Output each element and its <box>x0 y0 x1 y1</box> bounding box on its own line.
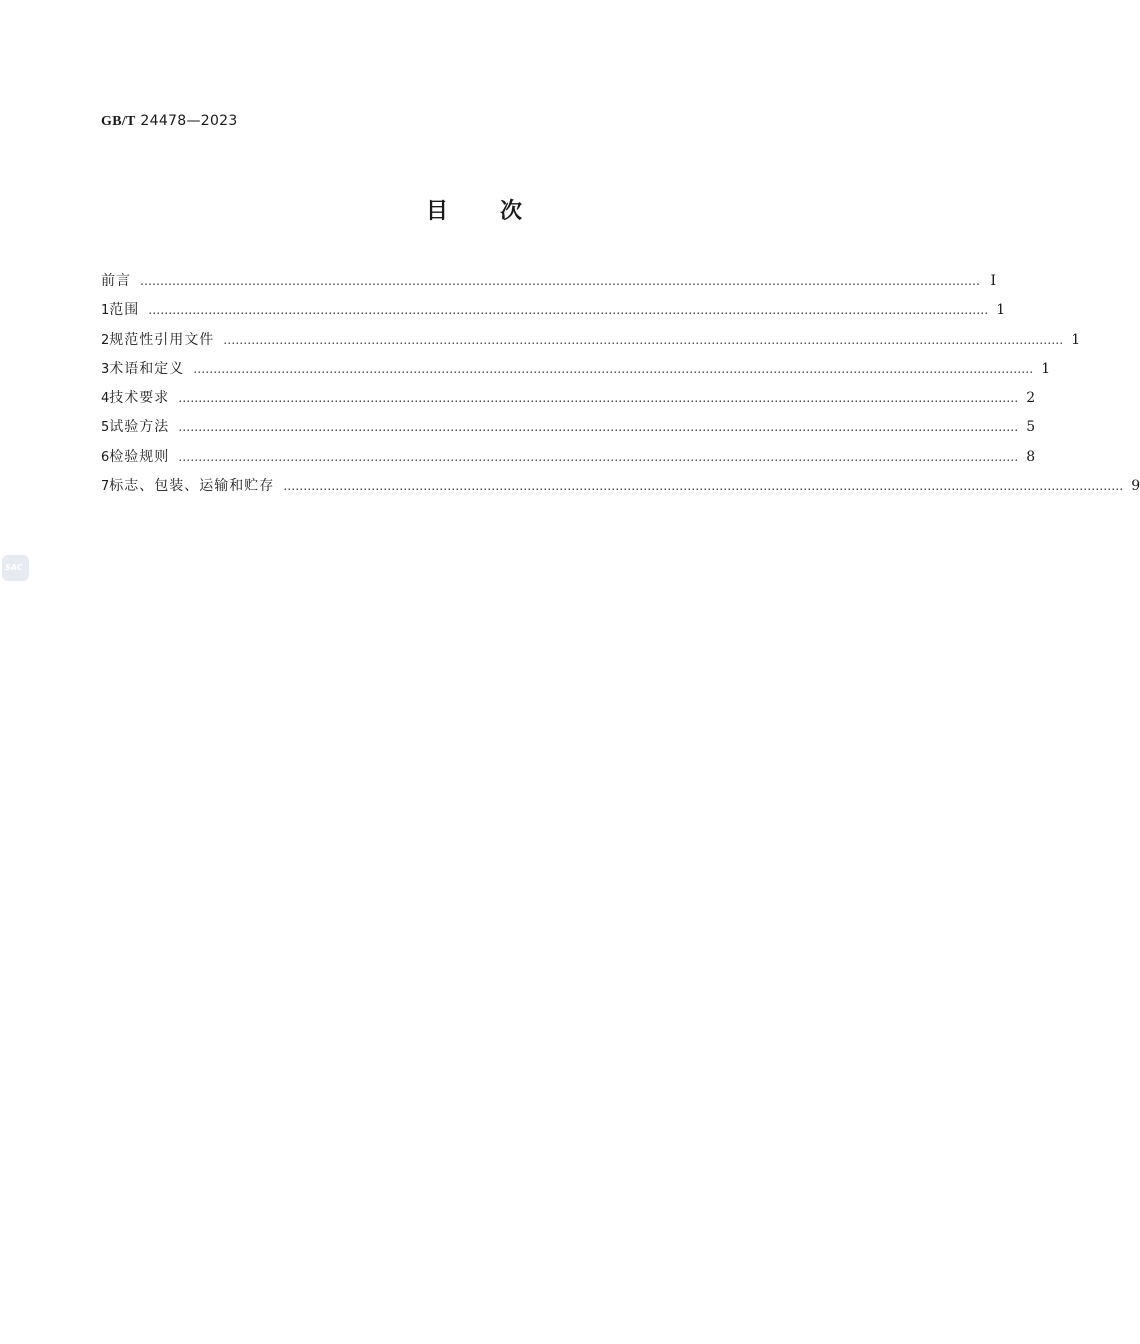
toc-entry-page: 8 <box>1026 448 1036 465</box>
toc-entry-page: 1 <box>996 302 1006 319</box>
toc-entry-page: 1 <box>1071 331 1081 348</box>
toc-entry-number: 2 <box>101 332 110 348</box>
toc-entry-1[interactable] <box>101 299 1006 328</box>
toc-entry-page: 5 <box>1026 419 1036 436</box>
standard-prefix: GB/T <box>101 114 136 129</box>
toc-leader-dots: ………………………………………………………………………………………………………………………………………………………………………………………… <box>140 274 980 288</box>
toc-leader-dots: ………………………………………………………………………………………………………………………………………………………………………………………… <box>148 303 989 318</box>
toc-entry-6[interactable] <box>101 446 1036 475</box>
toc-entry-label: 试验方法 <box>109 419 170 436</box>
standard-number <box>101 113 238 130</box>
toc-entry-number: 4 <box>101 391 110 407</box>
toc-entry-number: 3 <box>101 361 110 377</box>
toc-entry-3[interactable] <box>101 358 1051 387</box>
toc-entry-page: Ⅰ <box>990 273 996 289</box>
toc-leader-dots: ………………………………………………………………………………………………………………………………………………………………………………………… <box>178 391 1019 406</box>
table-of-contents <box>101 270 1140 504</box>
toc-entry-page: 1 <box>1041 360 1051 377</box>
toc-entry-number: 1 <box>101 303 110 319</box>
toc-entry-label: 技术要求 <box>109 390 170 407</box>
toc-entry-label: 标志、包装、运输和贮存 <box>109 478 275 495</box>
toc-entry-label: 前言 <box>101 273 131 289</box>
toc-leader-dots: ………………………………………………………………………………………………………………………………………………………………………………………… <box>283 479 1124 494</box>
toc-entry-number: 7 <box>101 479 110 495</box>
sac-watermark-logo <box>2 555 29 581</box>
toc-entry-number: 6 <box>101 449 110 465</box>
toc-title <box>0 194 950 225</box>
toc-entry-2[interactable] <box>101 329 1081 358</box>
toc-entry-number: 5 <box>101 420 110 436</box>
toc-leader-dots: ………………………………………………………………………………………………………………………………………………………………………………………… <box>193 361 1034 376</box>
toc-entry-label: 规范性引用文件 <box>109 331 215 348</box>
toc-leader-dots: ………………………………………………………………………………………………………………………………………………………………………………………… <box>178 420 1019 435</box>
toc-entry-7[interactable] <box>101 475 1140 504</box>
toc-entry-label: 术语和定义 <box>109 360 185 377</box>
toc-entry-4[interactable] <box>101 387 1036 416</box>
toc-entry-label: 范围 <box>109 302 140 319</box>
toc-entry-page: 2 <box>1026 390 1036 407</box>
toc-entry-5[interactable] <box>101 416 1036 445</box>
toc-entry-page: 9 <box>1131 478 1140 495</box>
standard-code: 24478—2023 <box>140 113 238 129</box>
toc-leader-dots: ………………………………………………………………………………………………………………………………………………………………………………………… <box>223 332 1064 347</box>
toc-entry-label: 检验规则 <box>109 448 170 465</box>
toc-entry-foreword[interactable] <box>101 270 996 299</box>
toc-leader-dots: ………………………………………………………………………………………………………………………………………………………………………………………… <box>178 449 1019 464</box>
toc-title-char-2: 次 <box>500 199 525 224</box>
toc-title-char-1: 目 <box>425 199 450 224</box>
sac-watermark-text: SAC <box>5 563 23 572</box>
